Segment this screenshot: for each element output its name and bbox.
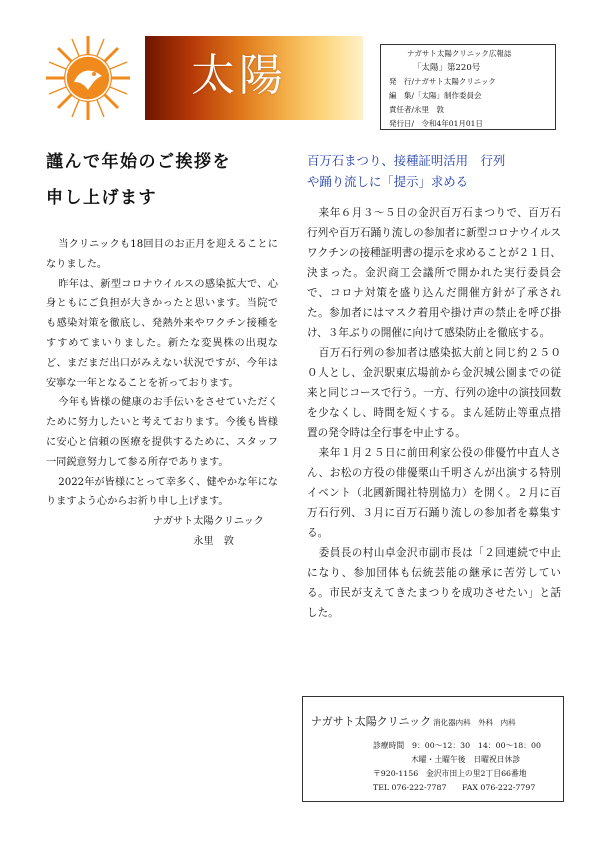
clinic-details xyxy=(373,739,541,795)
clinic-closed-days: 木曜・土曜午後 日曜祝日休診 xyxy=(411,755,521,764)
news-headline xyxy=(307,150,567,192)
clinic-phone-fax: TEL 076-222-7787 FAX 076-222-7797 xyxy=(373,783,536,792)
news-paragraph: 来年１月２５日に前田利家公役の俳優竹中直人さん、お松の方役の俳優栗山千明さんが出演する特別イベント（北國新聞社特別協力）を開く。２月に百万石行列、３月に百万石踊り流しの参加者を募集する。 xyxy=(307,447,561,539)
bulletin-name: ナガサト太陽クリニック広報誌 xyxy=(407,49,512,58)
greeting-title-line-2: 申し上げます xyxy=(46,188,157,208)
news-body xyxy=(307,203,561,623)
news-paragraph: 来年６月３〜５日の金沢百万石まつりで、百万石行列や百万石踊り流しの参加者に新型コロナウイルスワクチンの接種証明書の提示を求めることが２１日、決まった。金沢商工会議所で開かれた実行委員会で、コロナ対策を盛り込んだ開催方針が了承された。参加者にはマスク着用や掛け声の禁止を呼び掛け、３年ぶりの開催に向けて感染防止を徹底する。 xyxy=(307,207,561,339)
greeting-body xyxy=(46,235,278,552)
editor-line: 編 集/「太陽」制作委員会 xyxy=(389,91,482,100)
news-headline-line-1: 百万石まつり、接種証明活用 行列 xyxy=(307,153,506,168)
greeting-paragraph: 当クリニックも18回目のお正月を迎えることになりました。 xyxy=(46,239,278,270)
clinic-name: ナガサト太陽クリニック xyxy=(311,715,432,728)
signature-org: ナガサト太陽クリニック xyxy=(152,516,264,528)
signature-name: 永里 敦 xyxy=(193,535,234,547)
news-paragraph: 百万石行列の参加者は感染拡大前と同じ約２５００人とし、金沢駅東広場前から金沢城公園までの従来と同じコースで行う。一方、行列の途中の演技回数を少なくし、時間を短くする。まん延防止等重点措置の発令時は全行事を中止する。 xyxy=(307,347,561,439)
news-paragraph: 委員長の村山卓金沢市副市長は「２回連続で中止になり、参加団体も伝統芸能の継承に苦労している。市民が支えてきたまつりを成功させたい」と話した。 xyxy=(307,547,561,619)
sun-logo-icon xyxy=(44,34,132,122)
greeting-paragraph: 2022年が皆様にとって幸多く、健やかな年になりますよう心からお祈り申し上げます。 xyxy=(46,476,278,508)
clinic-header xyxy=(311,715,516,730)
publication-info-box xyxy=(380,44,556,130)
clinic-info-box xyxy=(302,696,564,802)
greeting-paragraph: 昨年は、新型コロナウイルスの感染拡大で、心身ともにご負担が大きかったと思います。当院でも感染対策を徹底し、発熱外来やワクチン接種をすすめてまいりました。新たな変異株の出現など、まだまだ出口がみえない状況ですが、今年は安寧な一年となることを祈っております。 xyxy=(46,278,278,389)
responsible-line: 責任者/永里 敦 xyxy=(389,105,445,114)
clinic-departments: 消化器内科 外科 内科 xyxy=(433,718,516,727)
greeting-title xyxy=(46,144,296,216)
greeting-title-line-1: 謹んで年始のご挨拶を xyxy=(46,152,231,172)
newsletter-title: 太陽 xyxy=(191,50,287,101)
greeting-paragraph: 今年も皆様の健康のお手伝いをさせていただくために努力したいと考えております。今後も皆様に安心と信頼の医療を提供するために、スタッフ一同鋭意努力して参る所存であります。 xyxy=(46,397,278,468)
header-banner xyxy=(145,36,363,120)
clinic-address: 〒920-1156 金沢市田上の里2丁目66番地 xyxy=(373,769,527,778)
issue-number: 「太陽」第220号 xyxy=(413,63,481,73)
news-headline-line-2: や踊り流しに「提示」求める xyxy=(307,174,469,189)
publish-date: 発行日/ 令和4年01月01日 xyxy=(389,119,483,128)
clinic-hours: 診療時間 9：00〜12：30 14：00〜18：00 xyxy=(373,741,541,750)
publisher-line: 発 行/ナガサト太陽クリニック xyxy=(389,77,496,86)
